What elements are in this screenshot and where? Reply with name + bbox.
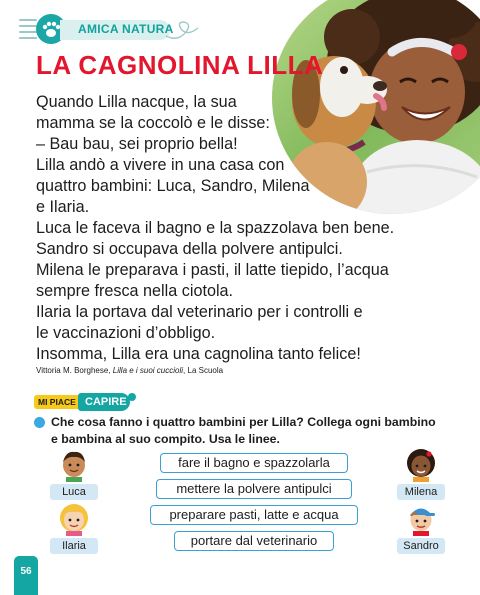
girl-blonde-avatar-icon bbox=[58, 502, 90, 536]
mi-piace-tag: MI PIACE bbox=[38, 397, 76, 407]
story-line: Sandro si occupava della polvere antipulci. bbox=[36, 240, 343, 258]
boy-avatar-icon bbox=[58, 448, 90, 482]
page-title: LA CAGNOLINA LILLA bbox=[36, 50, 324, 80]
story-line: Milena le preparava i pasti, il latte tiepido, l’acqua bbox=[36, 261, 389, 279]
story-line: Luca le faceva il bagno e la spazzolava ben bene. bbox=[36, 219, 395, 237]
decorative-swirl-icon bbox=[164, 18, 200, 44]
story-line: – Bau bau, sei proprio bella! bbox=[36, 135, 238, 153]
source-credit bbox=[36, 366, 223, 375]
instruction-text bbox=[51, 414, 451, 448]
story-line: Lilla andò a vivere in una casa con bbox=[36, 156, 285, 174]
child-name-milena: Milena bbox=[397, 484, 445, 500]
decorative-dot bbox=[128, 393, 136, 401]
instruction-bullet bbox=[34, 417, 45, 428]
credit-book-title: Lilla e i suoi cuccioli bbox=[112, 366, 184, 375]
section-label: AMICA NATURA bbox=[78, 22, 174, 36]
girl-curly-avatar-icon bbox=[405, 448, 437, 482]
story-line: Insomma, Lilla era una cagnolina tanto felice! bbox=[36, 345, 361, 363]
child-name-ilaria: Ilaria bbox=[50, 538, 98, 554]
story-line: e Ilaria. bbox=[36, 198, 90, 216]
task-box-flea-powder[interactable]: mettere la polvere antipulci bbox=[156, 479, 352, 499]
story-line: mamma se la coccolò e le disse: bbox=[36, 114, 270, 132]
credit-author: Vittoria M. Borghese, bbox=[36, 366, 113, 375]
child-name-sandro: Sandro bbox=[397, 538, 445, 554]
task-box-vet[interactable]: portare dal veterinario bbox=[174, 531, 334, 551]
task-box-meals[interactable]: preparare pasti, latte e acqua bbox=[150, 505, 358, 525]
story-line: sempre fresca nella ciotola. bbox=[36, 282, 234, 300]
task-box-bath[interactable]: fare il bagno e spazzolarla bbox=[160, 453, 348, 473]
story-line: quattro bambini: Luca, Sandro, Milena bbox=[36, 177, 310, 195]
story-line: le vaccinazioni d’obbligo. bbox=[36, 324, 216, 342]
story-line: Quando Lilla nacque, la sua bbox=[36, 93, 237, 111]
story-line: Ilaria la portava dal veterinario per i controlli e bbox=[36, 303, 363, 321]
capire-tag: CAPIRE bbox=[85, 396, 127, 408]
page-number: 56 bbox=[20, 566, 32, 577]
instruction-line: e bambina al suo compito. Usa le linee. bbox=[51, 432, 280, 446]
instruction-line: Che cosa fanno i quattro bambini per Lilla? Collega ogni bambino bbox=[51, 415, 436, 429]
boy-cap-avatar-icon bbox=[405, 502, 437, 536]
child-name-luca: Luca bbox=[50, 484, 98, 500]
story-text bbox=[36, 92, 436, 365]
credit-publisher: , La Scuola bbox=[183, 366, 224, 375]
